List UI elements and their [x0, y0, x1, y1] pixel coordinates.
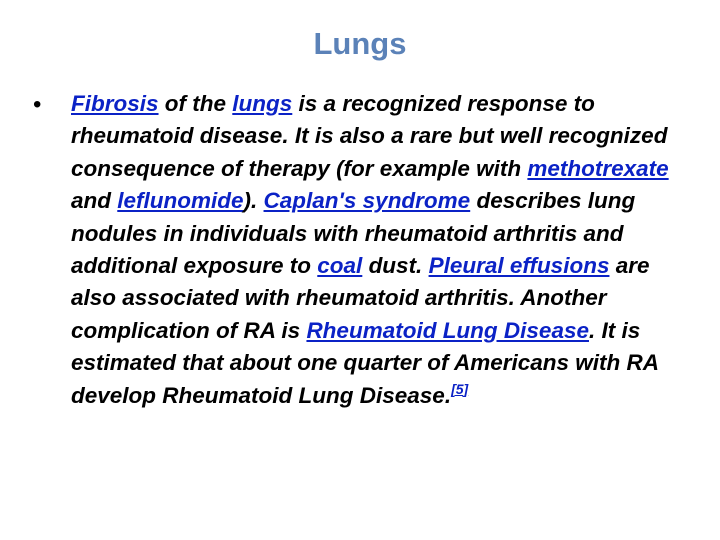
link-reference-5[interactable]: [5] — [451, 380, 469, 397]
text-run: is a recognized response to rheumatoid disease. It is also a rare but well recognized consequence of therapy (for example with — [71, 91, 668, 181]
link-rheumatoid-lung-disease[interactable]: Rheumatoid Lung Disease — [306, 317, 589, 343]
bullet-marker: • — [33, 91, 42, 118]
link-caplans-syndrome[interactable]: Caplan's syndrome — [263, 188, 471, 214]
link-methotrexate[interactable]: methotrexate — [527, 155, 669, 181]
text-run: . It is estimated that about one quarter of Americans with RA develop Rheumatoid Lung Disease. — [71, 317, 659, 408]
link-lungs[interactable]: lungs — [232, 91, 293, 116]
text-run: ). — [243, 188, 264, 214]
link-coal[interactable]: coal — [317, 253, 363, 279]
text-run: dust. — [362, 253, 429, 279]
text-run: describes lung nodules in individuals with rheumatoid arthritis and additional exposure to — [71, 188, 636, 279]
text-run: of the — [158, 91, 233, 116]
text-run: are also associated with rheumatoid arthritis. Another complication of RA is — [71, 253, 650, 343]
link-pleural-effusions[interactable]: Pleural effusions — [428, 253, 610, 279]
link-fibrosis[interactable]: Fibrosis — [71, 91, 159, 116]
slide-title: Lungs — [313, 26, 407, 61]
link-leflunomide[interactable]: leflunomide — [117, 188, 244, 214]
text-run: and — [71, 188, 118, 214]
bullet-paragraph — [71, 88, 689, 412]
